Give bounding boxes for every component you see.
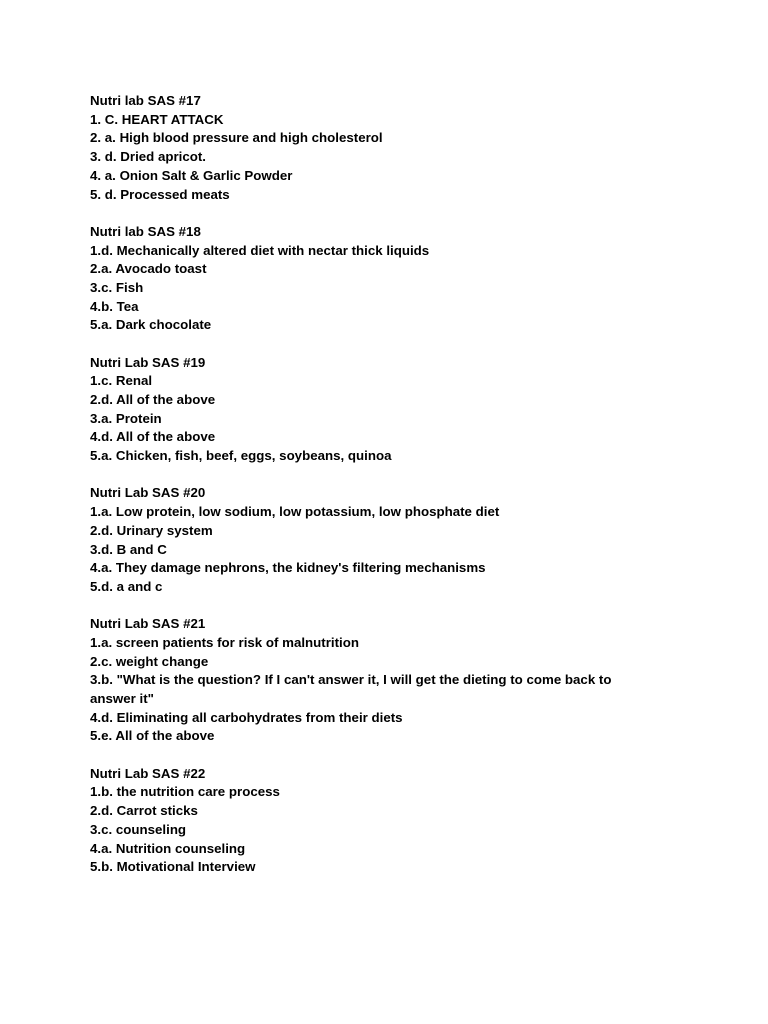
answer-item: 4.d. Eliminating all carbohydrates from their diets <box>90 709 403 725</box>
answer-item: 3. d. Dried apricot. <box>90 149 207 165</box>
answer-item: 3.a. Protein <box>90 410 162 426</box>
section-sas-17 <box>90 92 650 204</box>
answer-item: 2. a. High blood pressure and high cholesterol <box>90 130 383 146</box>
section-sas-21 <box>90 615 650 746</box>
answer-item: 5.a. Dark chocolate <box>90 317 212 333</box>
answer-item: 2.a. Avocado toast <box>90 261 207 277</box>
answer-item: 5.e. All of the above <box>90 728 215 744</box>
answer-item: 1.d. Mechanically altered diet with nectar thick liquids <box>90 242 430 258</box>
answer-item: 1.c. Renal <box>90 373 153 389</box>
answer-item: 5. d. Processed meats <box>90 186 230 202</box>
section-sas-18 <box>90 223 650 335</box>
answer-item: 5.d. a and c <box>90 578 163 594</box>
section-sas-22 <box>90 765 650 877</box>
answer-item: 5.b. Motivational Interview <box>90 859 256 875</box>
answer-item: 3.c. counseling <box>90 821 187 837</box>
answer-item: 4.b. Tea <box>90 298 139 314</box>
section-sas-20 <box>90 484 650 596</box>
answer-item: 4.a. They damage nephrons, the kidney's filtering mechanisms <box>90 560 486 576</box>
answer-item: 2.c. weight change <box>90 653 209 669</box>
answer-item: 3.d. B and C <box>90 541 167 557</box>
answer-item: 1.a. screen patients for risk of malnutrition <box>90 634 359 650</box>
section-heading: Nutri lab SAS #18 <box>90 223 201 239</box>
answer-item: 2.d. Carrot sticks <box>90 803 198 819</box>
section-heading: Nutri Lab SAS #19 <box>90 354 206 370</box>
answer-item: 4. a. Onion Salt & Garlic Powder <box>90 167 293 183</box>
section-heading: Nutri lab SAS #17 <box>90 93 201 108</box>
answer-item: 3.b. "What is the question? If I can't answer it, I will get the dieting to come back to answer it" <box>90 672 612 707</box>
section-sas-19 <box>90 354 650 466</box>
answer-item: 4.a. Nutrition counseling <box>90 840 246 856</box>
section-heading: Nutri Lab SAS #22 <box>90 765 206 781</box>
answer-item: 2.d. Urinary system <box>90 522 213 538</box>
section-heading: Nutri Lab SAS #21 <box>90 616 206 632</box>
answer-item: 1. C. HEART ATTACK <box>90 111 224 127</box>
answer-sheet <box>90 92 650 896</box>
answer-item: 3.c. Fish <box>90 279 144 295</box>
answer-item: 1.b. the nutrition care process <box>90 784 280 800</box>
answer-item: 4.d. All of the above <box>90 429 216 445</box>
answer-item: 2.d. All of the above <box>90 392 216 408</box>
answer-item: 5.a. Chicken, fish, beef, eggs, soybeans, quinoa <box>90 448 392 464</box>
section-heading: Nutri Lab SAS #20 <box>90 485 206 501</box>
answer-item: 1.a. Low protein, low sodium, low potassium, low phosphate diet <box>90 504 500 520</box>
